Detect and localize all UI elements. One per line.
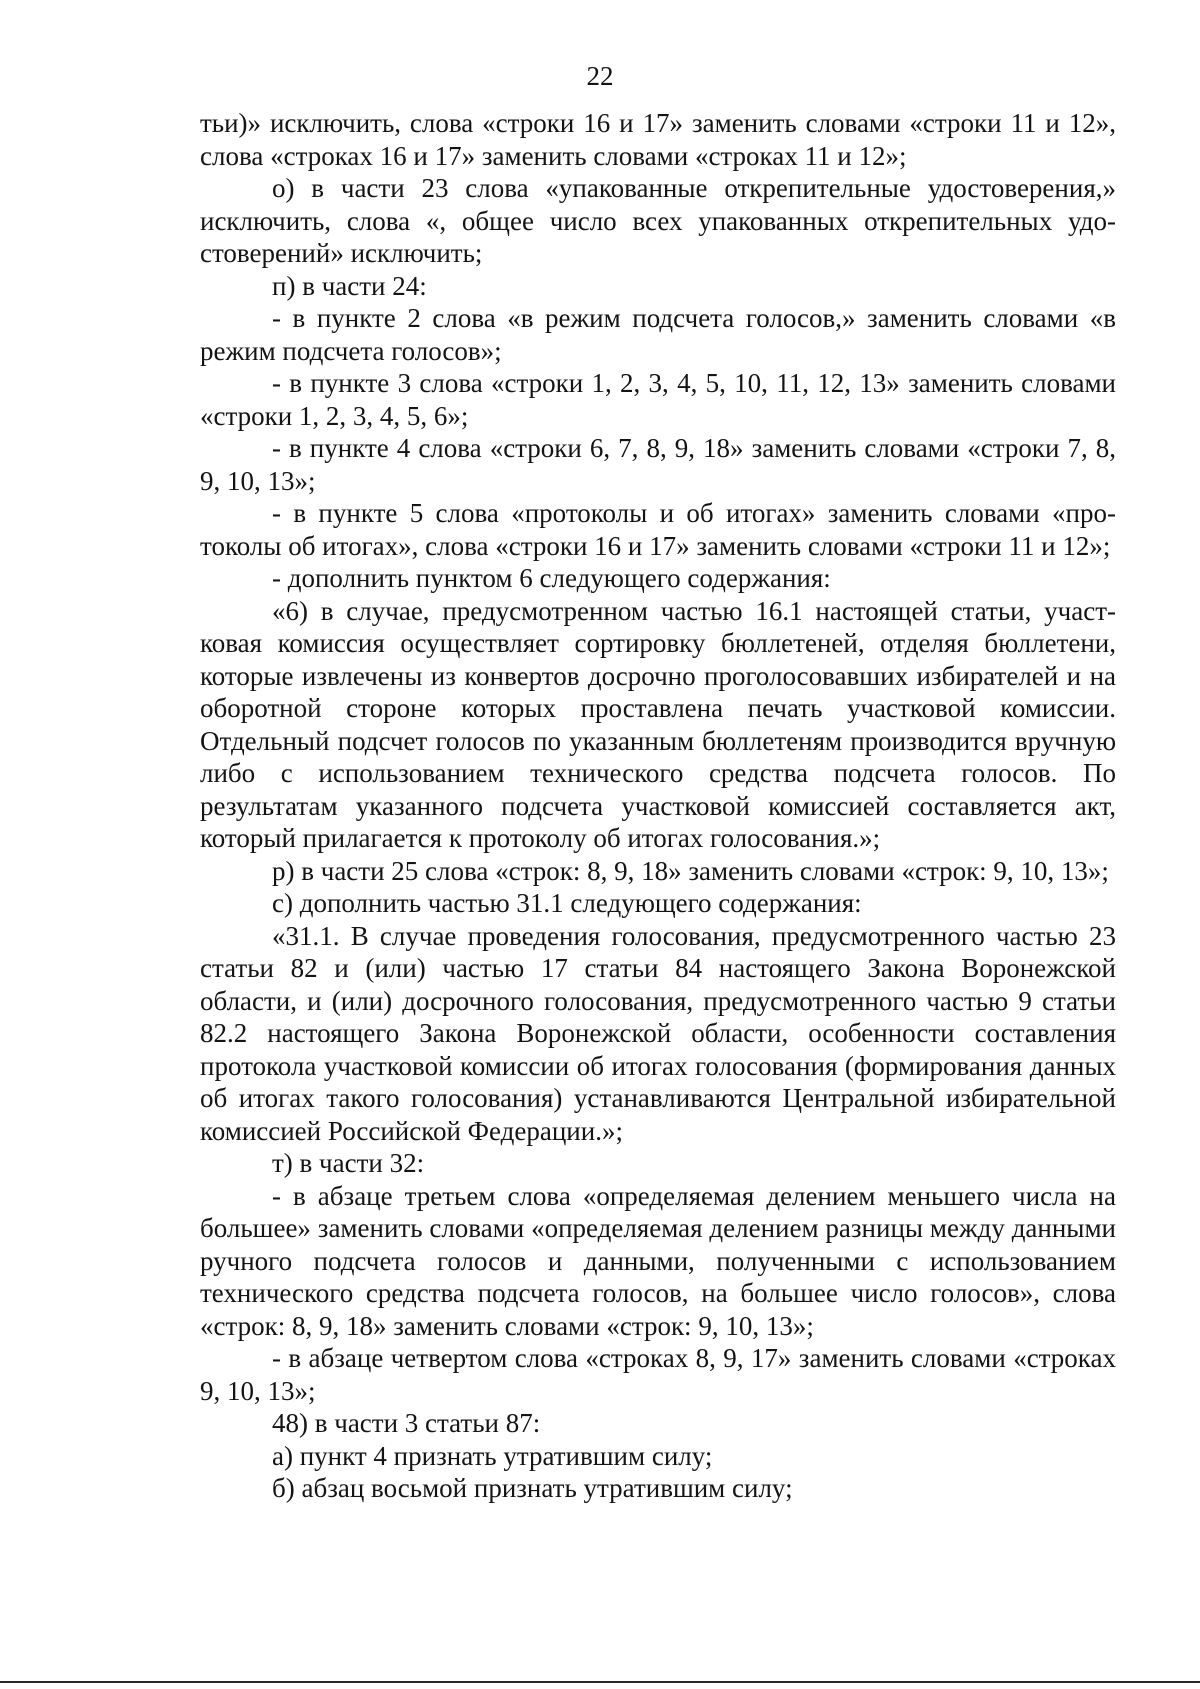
paragraph: - в пункте 4 слова «строки 6, 7, 8, 9, 18» заменить словами «строки 7, 8, 9, 10, 13»; <box>200 433 1116 496</box>
bottom-divider <box>0 1681 1200 1683</box>
paragraph: - в пункте 3 слова «строки 1, 2, 3, 4, 5, 10, 11, 12, 13» заменить словами «строки 1, 2, 3, 4, 5, 6»; <box>200 368 1116 431</box>
paragraph: п) в части 24: <box>272 270 427 301</box>
paragraph: - в абзаце четвертом слова «строках 8, 9, 17» заменить словами «строках 9, 10, 13»; <box>200 1343 1116 1406</box>
paragraph: - в пункте 5 слова «протоколы и об итогах» заменить словами «протоколы об итогах», слова «строки 16 и 17» заменить словами «строки 11 и 12»; <box>200 498 1116 561</box>
paragraph: - в пункте 2 слова «в режим подсчета голосов,» заменить словами «в режим подсчета голосов»; <box>200 303 1116 366</box>
paragraph: б) абзац восьмой признать утратившим силу; <box>272 1473 793 1503</box>
paragraph: а) пункт 4 признать утратившим силу; <box>272 1440 713 1471</box>
paragraph: о) в части 23 слова «упакованные открепительные удостоверения,» исключить, слова «, общее число всех упакованных открепительных удостоверений» исключить; <box>200 173 1116 268</box>
paragraph: - в абзаце третьем слова «определяемая делением меньшего числа на большее» заменить словами «определяемая делением разницы между данными ручного подсчета голосов и данными, полученными с использованием технического средства подсчета голосов, на большее число голосов», слова «строк: 8, 9, 18» заменить словами «строк: 9, 10, 13»; <box>200 1180 1116 1341</box>
page-number: 22 <box>586 61 614 91</box>
paragraph: р) в части 25 слова «строк: 8, 9, 18» заменить словами «строк: 9, 10, 13»; <box>272 855 1109 886</box>
paragraph: тьи)» исключить, слова «строки 16 и 17» заменить словами «строки 11 и 12», слова «строках 16 и 17» заменить словами «строках 11 и 12»; <box>200 108 1116 171</box>
paragraph: - дополнить пунктом 6 следующего содержания: <box>272 563 831 593</box>
paragraph: 48) в части 3 статьи 87: <box>272 1408 541 1438</box>
paragraph: с) дополнить частью 31.1 следующего содержания: <box>272 888 862 918</box>
paragraph: «6) в случае, предусмотренном частью 16.1 настоящей статьи, участковая комиссия осуществляет сортировку бюллетеней, отделяя бюллетени, которые извлечены из конвертов досрочно проголосовавших избирателей и на оборотной стороне которых проставлена печать участковой комиссии. Отдельный подсчет голосов по указанным бюллетеням производится вручную либо с использованием технического средства подсчета голосов. По результатам указанного подсчета участковой комиссией составляется акт, который прилагается к протоколу об итогах голосования.»; <box>200 595 1116 853</box>
paragraph: «31.1. В случае проведения голосования, предусмотренного частью 23 статьи 82 и (или) частью 17 статьи 84 настоящего Закона Воронежской области, и (или) досрочного голосования, предусмотренного частью 9 статьи 82.2 настоящего Закона Воронежской области, особенности составления протокола участковой комиссии об итогах голосования (формирования данных об итогах такого голосования) устанавливаются Центральной избирательной комиссией Российской Федерации.»; <box>200 920 1116 1146</box>
paragraph: т) в части 32: <box>272 1148 425 1178</box>
document-body <box>200 107 1116 1505</box>
